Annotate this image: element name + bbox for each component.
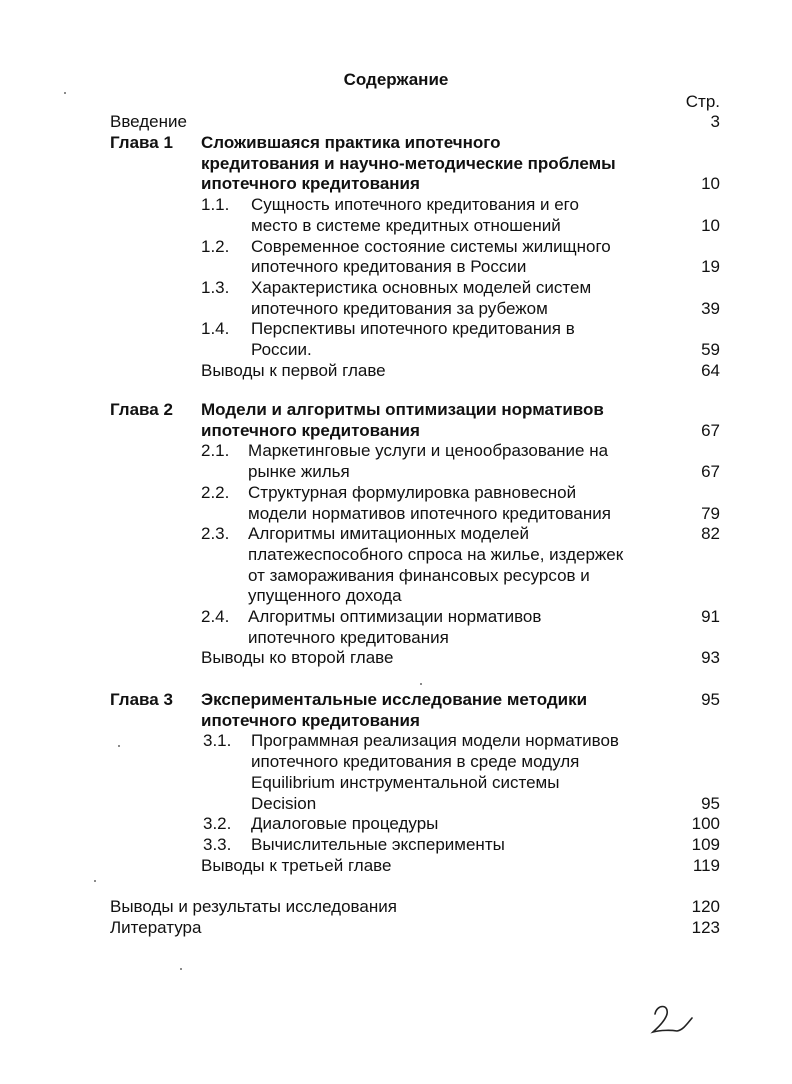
chapter-label: Глава 3 <box>110 690 173 709</box>
chapter-conclusion: Выводы к первой главе <box>201 360 386 380</box>
section-title-line: упущенного дохода <box>248 586 402 606</box>
toc-final-entry: Выводы и результаты исследования <box>110 897 397 916</box>
chapter-title-line: ипотечного кредитования <box>201 174 420 194</box>
page-number: 10 <box>701 215 720 235</box>
section-number: 1.2. <box>201 236 230 256</box>
page-number: 95 <box>701 690 720 709</box>
section-number: 2.4. <box>201 607 230 626</box>
page-number: 100 <box>691 814 720 834</box>
page-number: 3 <box>710 112 720 131</box>
page-column-header: Стр. <box>685 92 720 111</box>
section-title-line: Сущность ипотечного кредитования и его <box>251 195 579 215</box>
section-title-line: ипотечного кредитования в России <box>251 257 527 277</box>
section-title-line: рынке жилья <box>248 462 350 482</box>
section-title-line: Алгоритмы имитационных моделей <box>248 524 529 544</box>
chapter-label: Глава 1 <box>110 133 173 152</box>
page-number: 10 <box>701 174 720 194</box>
section-title-line: Диалоговые процедуры <box>251 814 439 834</box>
section-title-line: Структурная формулировка равновесной <box>248 482 577 502</box>
chapter-title-line: ипотечного кредитования <box>201 420 420 440</box>
section-title-line: ипотечного кредитования в среде модуля <box>251 752 580 772</box>
scan-speck <box>64 92 66 94</box>
page-number: 19 <box>701 257 720 277</box>
section-number: 1.4. <box>201 319 230 339</box>
page-number: 123 <box>691 917 720 937</box>
section-number: 2.2. <box>201 482 230 502</box>
scan-speck <box>94 880 96 882</box>
section-number: 1.1. <box>201 195 230 215</box>
section-title-line: Программная реализация модели нормативов <box>251 731 619 751</box>
chapter-title-line: Сложившаяся практика ипотечного <box>201 133 501 152</box>
page-number: 67 <box>701 420 720 440</box>
page-number: 39 <box>701 298 720 318</box>
chapter-label: Глава 2 <box>110 400 173 419</box>
section-title-line: Перспективы ипотечного кредитования в <box>251 319 575 339</box>
scan-speck <box>180 968 182 970</box>
toc-intro-label: Введение <box>110 112 187 131</box>
section-title-line: место в системе кредитных отношений <box>251 215 561 235</box>
section-number: 2.3. <box>201 524 230 544</box>
chapter-title-line: кредитования и научно-методические проблемы <box>201 153 616 173</box>
section-title-line: Decision <box>251 793 317 813</box>
section-number: 3.2. <box>203 814 232 834</box>
page-number: 59 <box>701 340 720 359</box>
page-number: 91 <box>701 607 720 626</box>
section-number: 3.1. <box>203 731 232 751</box>
handwritten-page-number <box>645 1000 695 1038</box>
chapter-conclusion: Выводы ко второй главе <box>201 648 394 668</box>
page-number: 120 <box>691 897 720 916</box>
chapter-title-line: Экспериментальные исследование методики <box>201 690 588 709</box>
page-title: Содержание <box>343 70 449 89</box>
section-title-line: Современное состояние системы жилищного <box>251 236 611 256</box>
section-title-line: ипотечного кредитования <box>248 627 449 647</box>
section-title-line: модели нормативов ипотечного кредитования <box>248 503 611 523</box>
section-title-line: Equilibrium инструментальной системы <box>251 772 560 792</box>
page-number: 109 <box>691 834 720 854</box>
section-title-line: Характеристика основных моделей систем <box>251 277 592 297</box>
page-number: 93 <box>701 648 720 668</box>
section-title-line: от замораживания финансовых ресурсов и <box>248 565 590 585</box>
section-title-line: платежеспособного спроса на жилье, издержек <box>248 544 624 564</box>
page-number: 64 <box>701 360 720 380</box>
section-title-line: ипотечного кредитования за рубежом <box>251 298 548 318</box>
chapter-title-line: Модели и алгоритмы оптимизации нормативов <box>201 400 604 419</box>
scan-speck <box>420 683 422 685</box>
section-title-line: Алгоритмы оптимизации нормативов <box>248 607 542 626</box>
scan-speck <box>118 745 120 747</box>
page-number: 95 <box>701 793 720 813</box>
section-title-line: Вычислительные эксперименты <box>251 834 505 854</box>
section-title-line: России. <box>251 340 312 359</box>
page-number: 82 <box>701 524 720 544</box>
toc-final-entry: Литература <box>110 917 202 937</box>
chapter-title-line: ипотечного кредитования <box>201 710 420 730</box>
page-number: 79 <box>701 503 720 523</box>
section-title-line: Маркетинговые услуги и ценообразование на <box>248 441 609 461</box>
page-number: 67 <box>701 462 720 482</box>
page-number: 119 <box>692 855 720 875</box>
chapter-conclusion: Выводы к третьей главе <box>201 855 392 875</box>
section-number: 2.1. <box>201 441 230 461</box>
section-number: 3.3. <box>203 834 232 854</box>
section-number: 1.3. <box>201 277 230 297</box>
